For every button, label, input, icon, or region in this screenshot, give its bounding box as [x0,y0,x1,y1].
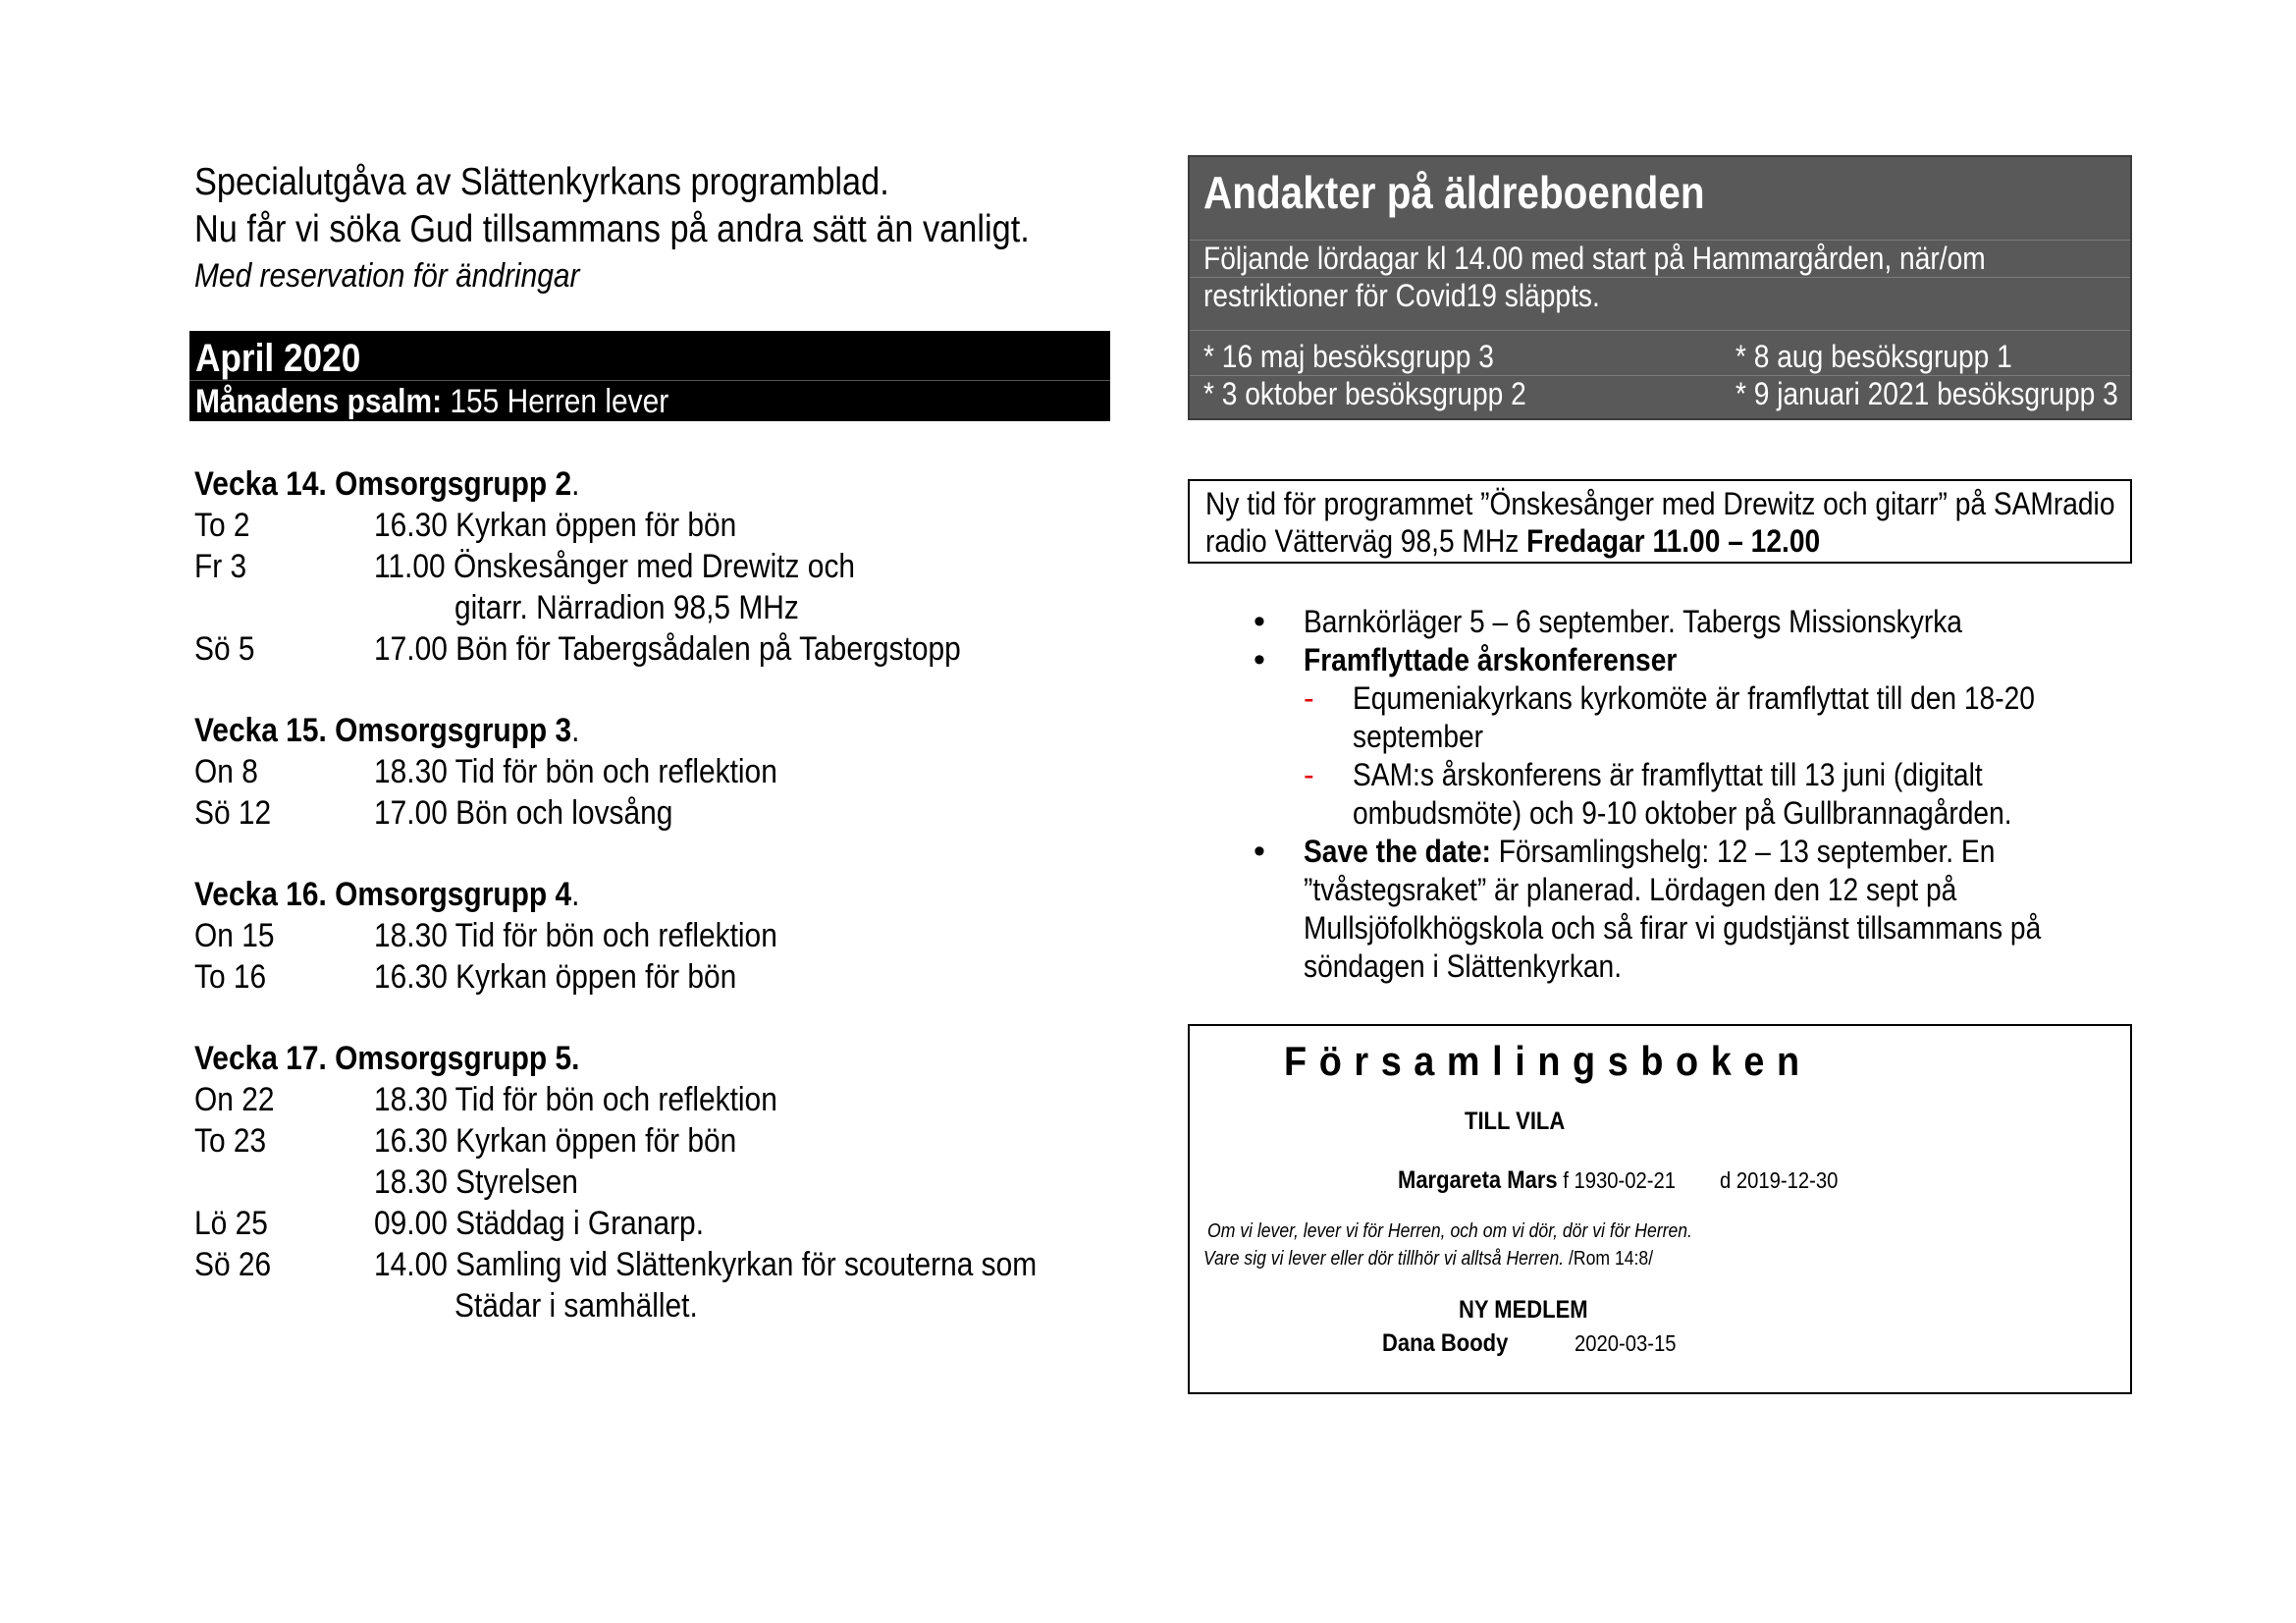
dash-icon: - [1304,757,1314,792]
week-heading-text: Vecka 17. Omsorgsgrupp 5. [194,1040,580,1077]
radio-line-2 [1205,522,1820,560]
schedule-row [194,956,1137,998]
month-header-divider [189,380,1110,381]
visit-item: * 9 januari 2021 besöksgrupp 3 [1735,376,2118,411]
schedule-day: Sö 12 [194,794,272,832]
schedule-event: 09.00 Städdag i Granarp. [374,1205,705,1242]
week-17 [194,1038,1137,1326]
schedule-row [194,792,1137,834]
forsamlingsboken-box [1188,1024,2132,1394]
schedule-row [194,1162,1137,1203]
news-item [1247,603,2130,641]
schedule-event: 14.00 Samling vid Slättenkyrkan för scouterna som [374,1246,1038,1283]
week-heading [194,874,1024,915]
schedule-day: On 22 [194,1081,275,1118]
week-15 [194,710,1137,834]
schedule-day: Lö 25 [194,1205,268,1242]
week-heading-text: Vecka 14. Omsorgsgrupp 2 [194,465,572,503]
schedule-event: 17.00 Bön och lovsång [374,794,673,832]
deceased-person [1398,1165,1676,1195]
week-heading-dot: . [571,465,580,503]
save-the-date-label: Save the date: [1304,834,1491,869]
schedule-event: 16.30 Kyrkan öppen för bön [374,507,737,544]
week-heading-dot: . [571,876,580,913]
week-heading-dot: . [571,712,580,749]
radio-line-1: Ny tid för programmet ”Önskesånger med Drewitz och gitarr” på SAMradio [1205,486,2115,521]
schedule-row [194,505,1137,546]
news-item [1247,833,2130,986]
forsamlingsboken-title: Församlingsboken [1284,1038,1812,1084]
week-16 [194,874,1137,998]
schedule-event: 18.30 Styrelsen [374,1163,578,1201]
schedule-event: Städar i samhället. [454,1287,698,1325]
dash-icon: - [1304,680,1314,716]
schedule-event: 17.00 Bön för Tabergsådalen på Tabergstopp [374,630,961,668]
schedule-event: gitarr. Närradion 98,5 MHz [454,589,799,626]
schedule-day: To 23 [194,1122,267,1160]
news-subtext: september [1353,719,1484,754]
month-header [189,331,1110,421]
news-list [1247,603,2130,986]
intro-block [194,159,1137,298]
andakter-divider [1190,330,2130,331]
schedule-event: 11.00 Önskesånger med Drewitz och [374,548,856,585]
till-vila-heading: TILL VILA [1465,1108,1566,1135]
news-text: ”tvåstegsraket” är planerad. Lördagen den 12 sept på [1304,872,1957,907]
deceased-born: f 1930-02-21 [1557,1167,1677,1193]
radio-time: Fredagar 11.00 – 12.00 [1526,523,1821,559]
news-subitem [1247,756,2130,833]
schedule-row [194,1079,1137,1120]
schedule-row [194,1244,1137,1285]
bullet-icon: • [1254,833,1265,870]
week-heading-text: Vecka 15. Omsorgsgrupp 3 [194,712,572,749]
month-title: April 2020 [195,337,361,380]
andakter-intro-line-2: restriktioner för Covid19 släppts. [1203,278,1600,313]
schedule-event: 18.30 Tid för bön och reflektion [374,753,777,790]
schedule-day: Fr 3 [194,548,247,585]
reservation-note: Med reservation för ändringar [194,257,580,295]
bible-verse-text: Vare sig vi lever eller dör tillhör vi alltså Herren. [1203,1248,1565,1270]
new-member-date: 2020-03-15 [1575,1330,1677,1356]
schedule-row [194,915,1137,956]
psalm-value: 155 Herren lever [442,383,669,420]
news-text [1304,833,2031,871]
radio-station: radio Vätterväg 98,5 MHz [1205,523,1527,559]
schedule-event: 18.30 Tid för bön och reflektion [374,917,777,954]
schedule-row [194,546,1137,587]
schedule-row [194,751,1137,792]
schedule-day: On 15 [194,917,275,954]
schedule-event: 18.30 Tid för bön och reflektion [374,1081,777,1118]
andakter-title: Andakter på äldreboenden [1203,167,1705,218]
visit-item: * 16 maj besöksgrupp 3 [1203,339,1494,374]
new-member-name: Dana Boody [1382,1329,1509,1357]
week-heading [194,463,1024,505]
visit-item: * 3 oktober besöksgrupp 2 [1203,376,1526,411]
visit-item: * 8 aug besöksgrupp 1 [1735,339,2012,374]
intro-line-2: Nu får vi söka Gud tillsammans på andra sätt än vanligt. [194,208,1030,250]
schedule-event: 16.30 Kyrkan öppen för bön [374,958,737,996]
schedule-day: To 2 [194,507,250,544]
month-psalm [195,382,668,421]
news-heading: Framflyttade årskonferenser [1304,642,1678,677]
bullet-icon: • [1254,641,1265,678]
news-text-part: Församlingshelg: 12 – 13 september. En [1490,834,1996,869]
news-text: Mullsjöfolkhögskola och så firar vi gudstjänst tillsammans på [1304,910,2042,946]
news-subitem [1247,679,2130,756]
deceased-died: d 2019-12-30 [1720,1167,1839,1193]
week-heading-text: Vecka 16. Omsorgsgrupp 4 [194,876,572,913]
news-text: söndagen i Slättenkyrkan. [1304,948,1623,984]
andakter-intro-line-1: Följande lördagar kl 14.00 med start på Hammargården, när/om [1203,241,1986,276]
week-14 [194,463,1137,670]
schedule-row [194,628,1137,670]
schedule-row [194,1203,1137,1244]
schedule-row [194,587,1137,628]
news-subtext: ombudsmöte) och 9-10 oktober på Gullbrannagården. [1353,795,2012,831]
ny-medlem-heading: NY MEDLEM [1459,1296,1588,1324]
schedule-day: On 8 [194,753,258,790]
week-heading [194,710,1024,751]
radio-notice [1188,479,2132,564]
week-heading [194,1038,1024,1079]
schedule-day: Sö 5 [194,630,255,668]
andakter-box [1188,155,2132,420]
schedule-event: 16.30 Kyrkan öppen för bön [374,1122,737,1160]
bible-verse-ref: /Rom 14:8/ [1564,1248,1654,1270]
schedule-row [194,1285,1137,1326]
schedule-day: Sö 26 [194,1246,272,1283]
bible-verse-line-2 [1203,1246,1653,1271]
bullet-icon: • [1254,603,1265,640]
bible-verse-line-1: Om vi lever, lever vi för Herren, och om vi dör, dör vi för Herren. [1207,1220,1692,1242]
deceased-name: Margareta Mars [1398,1166,1558,1194]
intro-line-1: Specialutgåva av Slättenkyrkans programblad. [194,161,889,203]
psalm-label: Månadens psalm: [195,383,443,420]
news-subtext: Equmeniakyrkans kyrkomöte är framflyttat till den 18-20 [1353,680,2035,716]
schedule-day: To 16 [194,958,267,996]
schedule-row [194,1120,1137,1162]
news-item [1247,641,2130,679]
news-subtext: SAM:s årskonferens är framflyttat till 13 juni (digitalt [1353,757,1983,792]
news-text: Barnkörläger 5 – 6 september. Tabergs Missionskyrka [1304,604,1962,639]
